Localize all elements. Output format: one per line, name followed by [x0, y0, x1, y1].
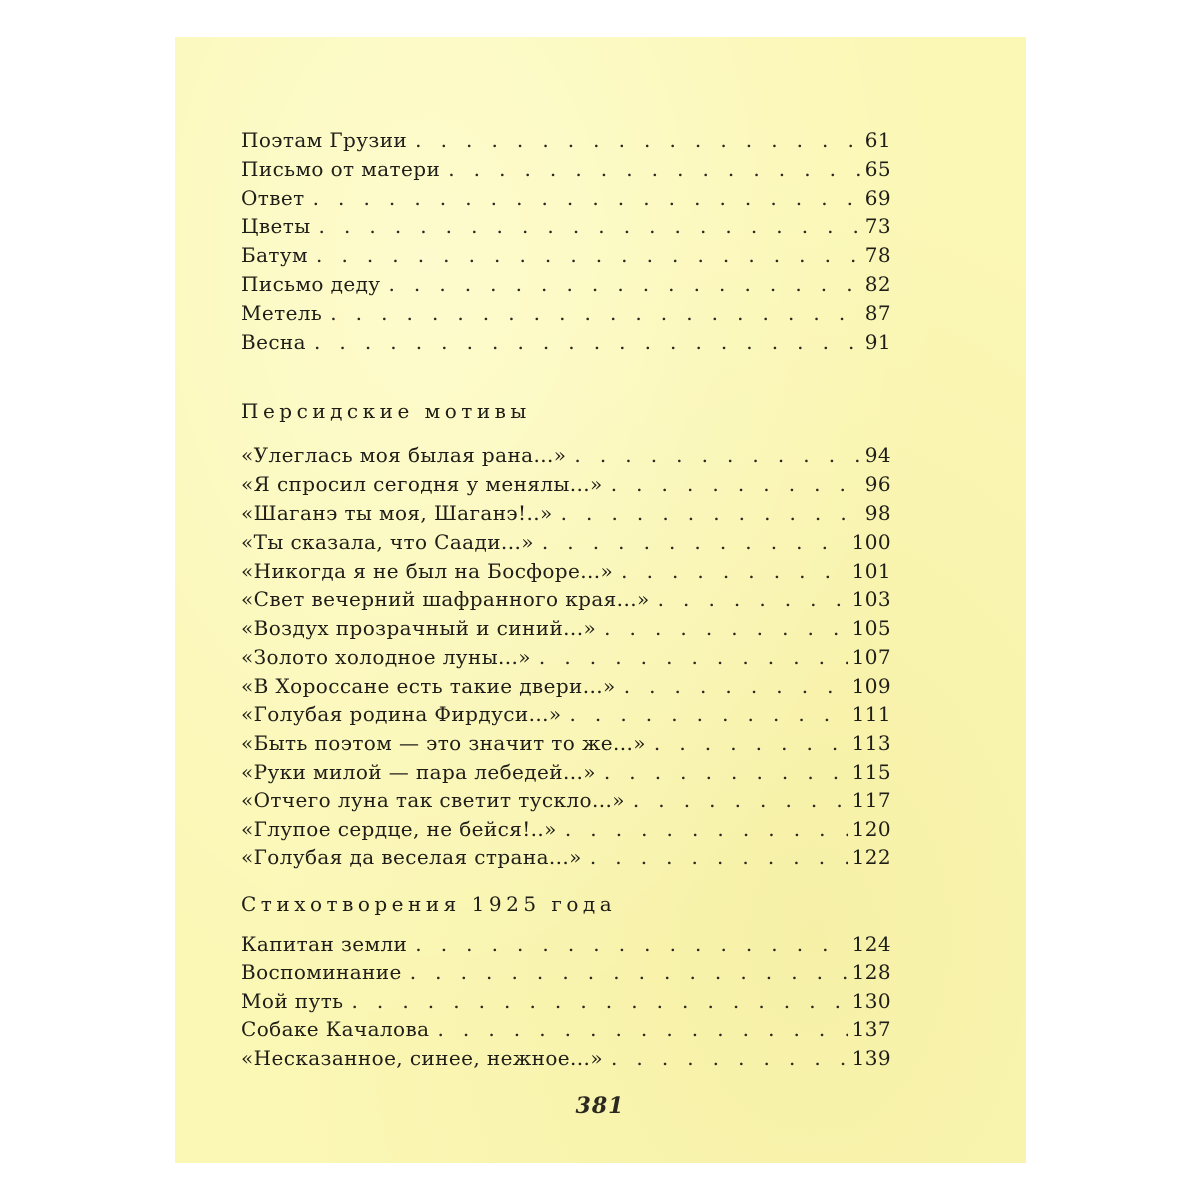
entry-page: 128	[851, 960, 891, 984]
dot-leader	[539, 645, 848, 669]
entry-title: Капитан земли	[241, 932, 408, 956]
entry-page: 117	[851, 788, 891, 812]
dot-leader	[561, 501, 861, 525]
entry-page: 115	[851, 760, 891, 784]
toc-entry	[241, 989, 891, 1017]
entry-page: 105	[851, 616, 891, 640]
entry-page: 82	[864, 272, 891, 296]
entry-page: 111	[851, 702, 891, 726]
entry-page: 109	[851, 674, 891, 698]
entry-page: 120	[851, 817, 891, 841]
toc-entry	[241, 157, 891, 185]
toc-entry	[241, 817, 891, 845]
entry-title: «Никогда я не был на Босфоре...»	[241, 559, 614, 583]
entry-title: Собаке Качалова	[241, 1017, 430, 1041]
entry-page: 65	[864, 157, 891, 181]
entry-page: 69	[864, 186, 891, 210]
toc-entry	[241, 845, 891, 873]
entry-title: Письмо от матери	[241, 157, 441, 181]
entry-page: 137	[851, 1017, 891, 1041]
toc-entry	[241, 330, 891, 358]
toc-entry	[241, 443, 891, 471]
entry-page: 98	[864, 501, 891, 525]
entry-title: Цветы	[241, 214, 311, 238]
dot-leader	[565, 817, 848, 841]
dot-leader	[319, 214, 861, 238]
entry-page: 100	[851, 530, 891, 554]
entry-title: «Несказанное, синее, нежное...»	[241, 1046, 603, 1070]
toc-entry	[241, 1046, 891, 1074]
page-number: 381	[575, 1093, 625, 1119]
toc-entry	[241, 214, 891, 242]
section-heading: Стихотворения 1925 года	[241, 892, 617, 916]
entry-title: «Глупое сердце, не бейся!..»	[241, 817, 557, 841]
entry-title: «В Хороссане есть такие двери...»	[241, 674, 616, 698]
toc-entry	[241, 472, 891, 500]
toc-entry	[241, 301, 891, 329]
dot-leader	[590, 845, 848, 869]
entry-page: 139	[851, 1046, 891, 1070]
dot-leader	[621, 559, 847, 583]
dot-leader	[316, 243, 861, 267]
dot-leader	[574, 443, 860, 467]
entry-page: 61	[864, 128, 891, 152]
entry-page: 124	[851, 932, 891, 956]
dot-leader	[388, 272, 860, 296]
entry-title: «Воздух прозрачный и синий...»	[241, 616, 597, 640]
dot-leader	[654, 731, 848, 755]
entry-page: 113	[851, 731, 891, 755]
entry-title: «Улеглась моя былая рана...»	[241, 443, 567, 467]
entry-title: Письмо деду	[241, 272, 381, 296]
toc-entry	[241, 272, 891, 300]
entry-title: Метель	[241, 301, 323, 325]
entry-page: 103	[851, 587, 891, 611]
dot-leader	[415, 128, 861, 152]
toc-entry	[241, 760, 891, 788]
dot-leader	[351, 989, 847, 1013]
toc-entry	[241, 128, 891, 156]
dot-leader	[570, 702, 848, 726]
toc-entry	[241, 932, 891, 960]
dot-leader	[415, 932, 847, 956]
entry-title: Воспоминание	[241, 960, 402, 984]
dot-leader	[604, 616, 848, 640]
entry-title: «Золото холодное луны...»	[241, 645, 531, 669]
dot-leader	[604, 760, 848, 784]
entry-title: «Свет вечерний шафранного края...»	[241, 587, 650, 611]
toc-entry	[241, 530, 891, 558]
entry-title: Весна	[241, 330, 306, 354]
toc-entry	[241, 243, 891, 271]
entry-title: Мой путь	[241, 989, 344, 1013]
section-heading: Персидские мотивы	[241, 399, 531, 423]
entry-title: Поэтам Грузии	[241, 128, 408, 152]
entry-title: «Я спросил сегодня у менялы...»	[241, 472, 603, 496]
dot-leader	[330, 301, 861, 325]
dot-leader	[633, 788, 848, 812]
toc-entry	[241, 186, 891, 214]
toc-entry	[241, 731, 891, 759]
toc-entry	[241, 501, 891, 529]
toc-entry	[241, 616, 891, 644]
entry-title: «Руки милой — пара лебедей...»	[241, 760, 596, 784]
toc-entry	[241, 788, 891, 816]
entry-title: Ответ	[241, 186, 305, 210]
entry-title: «Голубая родина Фирдуси...»	[241, 702, 562, 726]
entry-page: 78	[864, 243, 891, 267]
dot-leader	[314, 330, 861, 354]
entry-page: 107	[851, 645, 891, 669]
toc-entry	[241, 702, 891, 730]
entry-page: 91	[864, 330, 891, 354]
toc-entry	[241, 559, 891, 587]
dot-leader	[658, 587, 848, 611]
entry-page: 94	[864, 443, 891, 467]
dot-leader	[611, 472, 861, 496]
entry-page: 122	[851, 845, 891, 869]
dot-leader	[437, 1017, 847, 1041]
toc-entry	[241, 1017, 891, 1045]
entry-page: 73	[864, 214, 891, 238]
dot-leader	[313, 186, 861, 210]
toc-entry	[241, 960, 891, 988]
entry-page: 96	[864, 472, 891, 496]
dot-leader	[624, 674, 848, 698]
toc-entry	[241, 587, 891, 615]
entry-page: 87	[864, 301, 891, 325]
entry-title: «Ты сказала, что Саади...»	[241, 530, 534, 554]
entry-title: «Голубая да веселая страна...»	[241, 845, 582, 869]
entry-title: Батум	[241, 243, 309, 267]
dot-leader	[611, 1046, 848, 1070]
toc-entry	[241, 645, 891, 673]
entry-title: «Шаганэ ты моя, Шаганэ!..»	[241, 501, 553, 525]
toc-entry	[241, 674, 891, 702]
dot-leader	[410, 960, 848, 984]
entry-title: «Отчего луна так светит тускло...»	[241, 788, 625, 812]
dot-leader	[542, 530, 848, 554]
entry-title: «Быть поэтом — это значит то же...»	[241, 731, 646, 755]
dot-leader	[448, 157, 861, 181]
entry-page: 130	[851, 989, 891, 1013]
entry-page: 101	[851, 559, 891, 583]
